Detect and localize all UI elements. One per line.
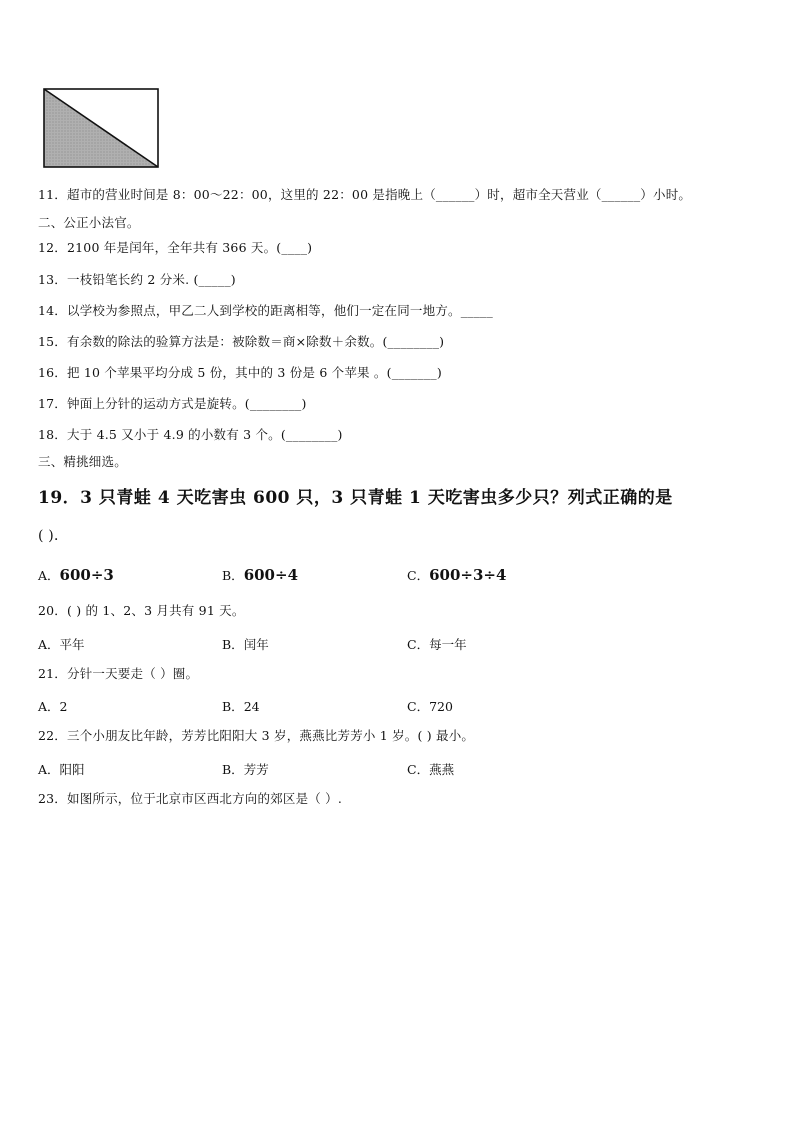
q22-option-c-text: 燕燕 (429, 762, 455, 777)
q22-option-a-label: A． (38, 762, 60, 777)
question-16: 16．把 10 个苹果平均分成 5 份，其中的 3 份是 6 个苹果 。(_______) (38, 365, 442, 380)
q21-option-a-label: A． (38, 699, 60, 714)
q22-option-b[interactable] (222, 760, 269, 778)
question-22: 22．三个小朋友比年龄，芳芳比阳阳大 3 岁，燕燕比芳芳小 1 岁。( ) 最小。 (38, 728, 475, 743)
question-19-line-1: 19．3 只青蛙 4 天吃害虫 600 只，3 只青蛙 1 天吃害虫多少只？列式正确的是 (38, 488, 673, 508)
q21-option-c-label: C． (407, 699, 430, 714)
section-2-heading: 二、公正小法官。 (38, 215, 140, 230)
q21-option-a[interactable] (38, 697, 67, 715)
question-15: 15．有余数的除法的验算方法是：被除数＝商×除数＋余数。(________) (38, 334, 445, 349)
q20-option-c[interactable] (407, 635, 467, 653)
q22-option-c[interactable] (407, 760, 454, 778)
q21-option-c[interactable] (407, 697, 453, 715)
q19-option-c-text: 600÷3÷4 (429, 566, 507, 584)
q19-option-a-label: A． (38, 568, 60, 583)
q20-option-b[interactable] (222, 635, 269, 653)
q19-option-a[interactable] (38, 566, 114, 584)
q22-option-b-text: 芳芳 (243, 762, 269, 777)
question-18: 18．大于 4.5 又小于 4.9 的小数有 3 个。(________) (38, 427, 343, 442)
question-14: 14．以学校为参照点，甲乙二人到学校的距离相等，他们一定在同一地方。_____ (38, 303, 493, 318)
q20-option-c-label: C． (407, 637, 430, 652)
q19-option-b-label: B． (222, 568, 244, 583)
q20-option-a-text: 平年 (59, 637, 85, 652)
q22-option-a[interactable] (38, 760, 85, 778)
question-12: 12．2100 年是闰年，全年共有 366 天。(____) (38, 240, 313, 255)
q19-option-a-text: 600÷3 (59, 566, 114, 584)
question-13: 13．一枝铅笔长约 2 分米. (_____) (38, 272, 236, 287)
q22-option-b-label: B． (222, 762, 244, 777)
q20-option-c-text: 每一年 (429, 637, 467, 652)
question-17: 17．钟面上分针的运动方式是旋转。(________) (38, 396, 307, 411)
q21-option-c-text: 720 (429, 699, 453, 714)
q21-option-b-label: B． (222, 699, 244, 714)
q19-option-c[interactable] (407, 566, 506, 584)
question-19-line-2: ( )． (38, 528, 69, 544)
q22-option-a-text: 阳阳 (59, 762, 85, 777)
section-3-heading: 三、精挑细选。 (38, 454, 127, 469)
q20-option-b-label: B． (222, 637, 244, 652)
question-11: 11．超市的营业时间是 8：00～22：00，这里的 22：00 是指晚上（______）时，超市全天营业（______）小时。 (38, 187, 692, 202)
q21-option-b[interactable] (222, 697, 260, 715)
q22-option-c-label: C． (407, 762, 430, 777)
q21-option-a-text: 2 (59, 699, 68, 714)
q19-option-c-label: C． (407, 568, 430, 583)
q20-option-b-text: 闰年 (243, 637, 269, 652)
q19-option-b[interactable] (222, 566, 298, 584)
question-20: 20．( ) 的 1、2、3 月共有 91 天。 (38, 603, 245, 618)
question-21: 21．分针一天要走（ ）圈。 (38, 666, 199, 681)
q20-option-a-label: A． (38, 637, 60, 652)
q21-option-b-text: 24 (243, 699, 260, 714)
q20-option-a[interactable] (38, 635, 85, 653)
question-23: 23．如图所示，位于北京市区西北方向的郊区是（ ）. (38, 791, 343, 806)
q19-option-b-text: 600÷4 (243, 566, 299, 584)
shaded-triangle-figure (43, 88, 159, 168)
